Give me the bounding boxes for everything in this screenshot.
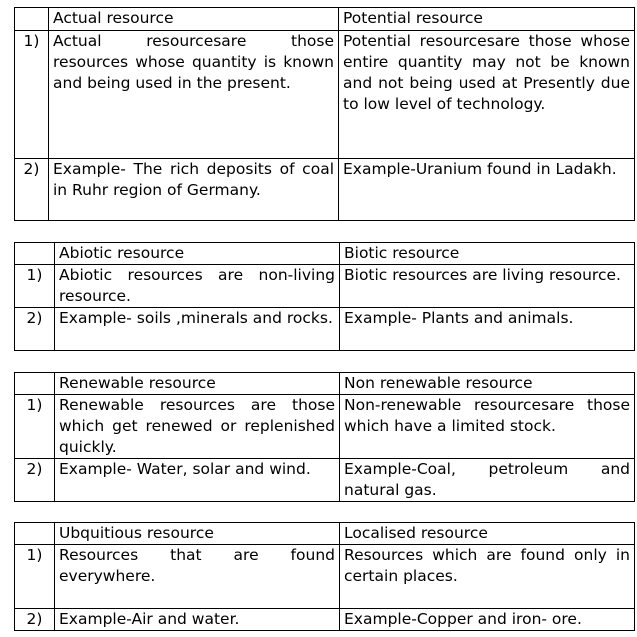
example-cell-right: Example-Coal, petroleum and natural gas. bbox=[340, 459, 635, 502]
row-number: 2) bbox=[15, 308, 55, 351]
row-number: 2) bbox=[15, 459, 55, 502]
row-number: 1) bbox=[15, 265, 55, 308]
example-cell-left: Example- soils ,minerals and rocks. bbox=[55, 308, 340, 351]
header-cell-left: Ubquitious resource bbox=[55, 523, 340, 545]
header-cell-left: Renewable resource bbox=[55, 373, 340, 395]
definition-cell-right: Resources which are found only in certain places. bbox=[340, 545, 635, 609]
table-row bbox=[15, 265, 635, 308]
table-row bbox=[15, 395, 635, 459]
definition-cell-right: Potential resourcesare those whose entire quantity may not be known and not being used at Presently due to low level of technology. bbox=[339, 31, 635, 159]
example-cell-right: Example-Copper and iron- ore. bbox=[340, 609, 635, 631]
row-number: 1) bbox=[15, 395, 55, 459]
table-header-row bbox=[15, 373, 635, 395]
table-header-row bbox=[15, 523, 635, 545]
definition-cell-left: Abiotic resources are non-living resource. bbox=[55, 265, 340, 308]
header-cell-left: Abiotic resource bbox=[55, 243, 340, 265]
header-cell-right: Localised resource bbox=[340, 523, 635, 545]
table-row bbox=[15, 545, 635, 609]
table-row bbox=[15, 609, 635, 631]
number-header-cell bbox=[15, 373, 55, 395]
header-cell-right: Potential resource bbox=[339, 8, 635, 31]
number-header-cell bbox=[15, 523, 55, 545]
example-cell-left: Example- Water, solar and wind. bbox=[55, 459, 340, 502]
renewable-nonrenewable-table bbox=[14, 372, 635, 502]
definition-cell-left: Renewable resources are those which get renewed or replenished quickly. bbox=[55, 395, 340, 459]
row-number: 2) bbox=[15, 609, 55, 631]
table-row bbox=[15, 308, 635, 351]
row-number: 1) bbox=[15, 31, 49, 159]
table-header-row bbox=[15, 8, 635, 31]
row-number: 1) bbox=[15, 545, 55, 609]
header-cell-right: Non renewable resource bbox=[340, 373, 635, 395]
example-cell-right: Example-Uranium found in Ladakh. bbox=[339, 159, 635, 221]
row-number: 2) bbox=[15, 159, 49, 221]
example-cell-left: Example-Air and water. bbox=[55, 609, 340, 631]
actual-potential-table bbox=[14, 7, 635, 221]
definition-cell-right: Non-renewable resourcesare those which have a limited stock. bbox=[340, 395, 635, 459]
table-header-row bbox=[15, 243, 635, 265]
example-cell-left: Example- The rich deposits of coal in Ruhr region of Germany. bbox=[49, 159, 339, 221]
example-cell-right: Example- Plants and animals. bbox=[340, 308, 635, 351]
header-cell-left: Actual resource bbox=[49, 8, 339, 31]
number-header-cell bbox=[15, 8, 49, 31]
table-row bbox=[15, 159, 635, 221]
header-cell-right: Biotic resource bbox=[340, 243, 635, 265]
abiotic-biotic-table bbox=[14, 242, 635, 351]
ubiquitous-localised-table bbox=[14, 522, 635, 631]
definition-cell-right: Biotic resources are living resource. bbox=[340, 265, 635, 308]
table-row bbox=[15, 459, 635, 502]
definition-cell-left: Actual resourcesare those resources whose quantity is known and being used in the present. bbox=[49, 31, 339, 159]
definition-cell-left: Resources that are found everywhere. bbox=[55, 545, 340, 609]
table-row bbox=[15, 31, 635, 159]
number-header-cell bbox=[15, 243, 55, 265]
